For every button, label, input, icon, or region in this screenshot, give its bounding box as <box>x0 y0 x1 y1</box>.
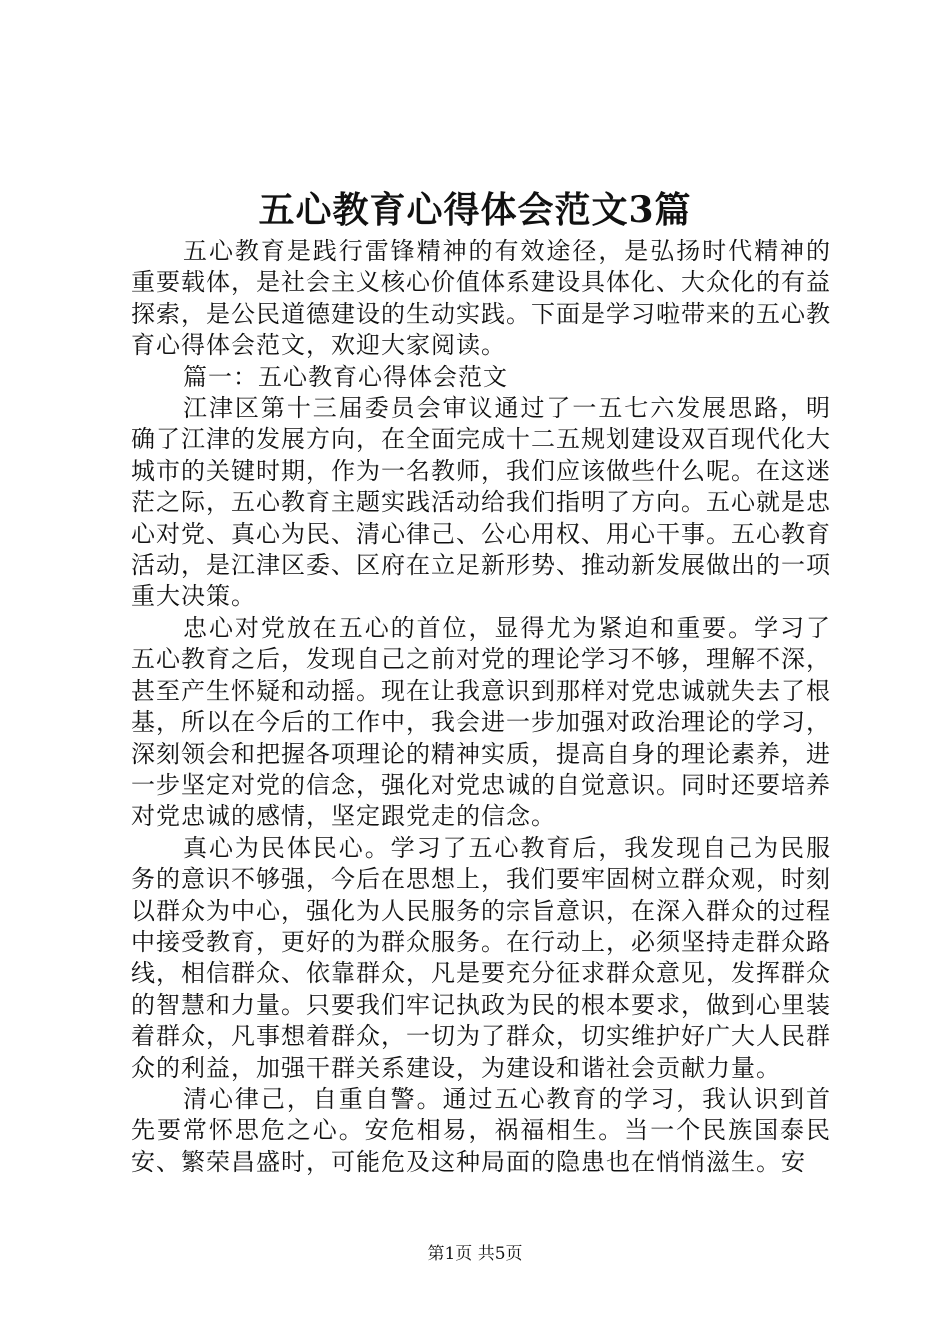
body-paragraph: 真心为民体民心。学习了五心教育后，我发现自己为民服务的意识不够强，今后在思想上，我们要牢固树立群众观，时刻以群众为中心，强化为人民服务的宗旨意识，在深入群众的过程中接受教育，更好的为群众服务。在行动上，必须坚持走群众路线，相信群众、依靠群众，凡是要充分征求群众意见，发挥群众的智慧和力量。只要我们牢记执政为民的根本要求，做到心里装着群众，凡事想着群众，一切为了群众，切实维护好广大人民群众的利益，加强干群关系建设，为建设和谐社会贡献力量。 <box>131 833 831 1082</box>
document-title: 五心教育心得体会范文3篇 <box>258 189 692 231</box>
body-paragraph: 清心律己，自重自警。通过五心教育的学习，我认识到首先要常怀思危之心。安危相易，祸福相生。当一个民族国泰民安、繁荣昌盛时，可能危及这种局面的隐患也在悄悄滋生。安 <box>131 1084 831 1176</box>
body-paragraph: 江津区第十三届委员会审议通过了一五七六发展思路，明确了江津的发展方向，在全面完成十二五规划建设双百现代化大城市的关键时期，作为一名教师，我们应该做些什么呢。在这迷茫之际，五心教育主题实践活动给我们指明了方向。五心就是忠心对党、真心为民、清心律己、公心用权、用心干事。五心教育活动，是江津区委、区府在立足新形势、推动新发展做出的一项重大决策。 <box>131 394 831 611</box>
document-body <box>131 236 831 1178</box>
page-number-footer: 第1页 共5页 <box>427 1244 523 1264</box>
intro-paragraph: 五心教育是践行雷锋精神的有效途径，是弘扬时代精神的重要载体，是社会主义核心价值体系建设具体化、大众化的有益探索，是公民道德建设的生动实践。下面是学习啦带来的五心教育心得体会范文，欢迎大家阅读。 <box>131 237 831 360</box>
section-heading: 篇一：五心教育心得体会范文 <box>183 362 508 391</box>
body-paragraph: 忠心对党放在五心的首位，显得尤为紧迫和重要。学习了五心教育之后，发现自己之前对党的理论学习不够，理解不深，甚至产生怀疑和动摇。现在让我意识到那样对党忠诚就失去了根基，所以在今后的工作中，我会进一步加强对政治理论的学习，深刻领会和把握各项理论的精神实质，提高自身的理论素养，进一步坚定对党的信念，强化对党忠诚的自觉意识。同时还要培养对党忠诚的感情，坚定跟党走的信念。 <box>131 613 831 831</box>
